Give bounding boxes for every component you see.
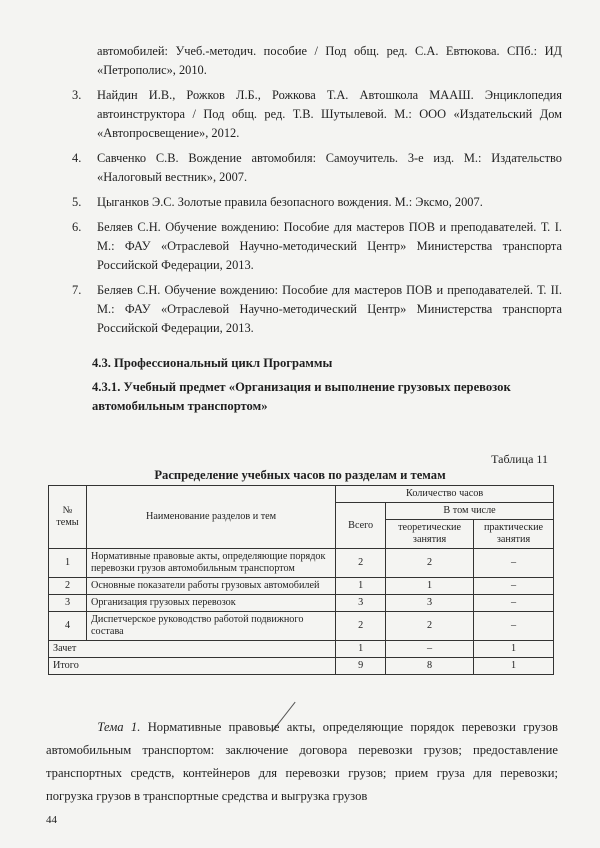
- table-title: Распределение учебных часов по разделам и темам: [154, 468, 446, 482]
- cell-theory: 8: [386, 658, 474, 675]
- table-row: [49, 549, 554, 578]
- cell-num: 2: [49, 578, 87, 595]
- reference-number: 5.: [72, 195, 82, 209]
- cell-total: 1: [336, 578, 386, 595]
- reference-text: автомобилей: Учеб.-методич. пособие / Под общ. ред. С.А. Евтюкова. СПб.: ИД «Петрополис», 2010.: [97, 44, 562, 77]
- topic-paragraph: [46, 716, 558, 808]
- cell-total: 1: [336, 641, 386, 658]
- cell-zachet-label: Зачет: [49, 641, 336, 658]
- cell-num: 4: [49, 612, 87, 641]
- reference-text: Беляев С.Н. Обучение вождению: Пособие для мастеров ПОВ и преподавателей. Т. I. М.: ФАУ «Отраслевой Научно-методический Центр» Министерства транспорта Российской Федерации, 2013.: [97, 220, 562, 272]
- cell-practice: 1: [474, 641, 554, 658]
- header-quantity: Количество часов: [336, 486, 554, 503]
- reference-item: [62, 193, 562, 212]
- topic-title: Тема 1.: [97, 720, 141, 734]
- topic-text: Нормативные правовые акты, определяющие порядок перевозки грузов автомобильным транспортом: заключение договора перевозки грузов; предоставление транспортных средств, контейнеров для перевозки грузов; прием груза для перевозки; погрузка грузов в транспортные средства и выгрузка грузов: [46, 720, 558, 803]
- header-including: В том числе: [386, 503, 554, 520]
- table-row: [49, 578, 554, 595]
- reference-number: 4.: [72, 151, 82, 165]
- cell-name: Организация грузовых перевозок: [86, 595, 335, 612]
- cell-total: 3: [336, 595, 386, 612]
- cell-practice: –: [474, 578, 554, 595]
- reference-item: [62, 86, 562, 143]
- cell-name: Диспетчерское руководство работой подвижного состава: [86, 612, 335, 641]
- cell-num: 3: [49, 595, 87, 612]
- reference-number: 6.: [72, 220, 82, 234]
- zachet-row: [49, 641, 554, 658]
- cell-itogo-label: Итого: [49, 658, 336, 675]
- table-row: [49, 595, 554, 612]
- cell-theory: –: [386, 641, 474, 658]
- cell-num: 1: [49, 549, 87, 578]
- cell-practice: –: [474, 549, 554, 578]
- cell-theory: 2: [386, 612, 474, 641]
- cell-total: 2: [336, 549, 386, 578]
- reference-item: [62, 281, 562, 338]
- hours-table: [48, 485, 554, 675]
- cell-name: Нормативные правовые акты, определяющие порядок перевозки грузов автомобильным транспортом: [86, 549, 335, 578]
- cell-total: 9: [336, 658, 386, 675]
- cell-practice: –: [474, 595, 554, 612]
- header-total: Всего: [336, 503, 386, 549]
- reference-item: [62, 42, 562, 80]
- header-theory: теоретические занятия: [386, 520, 474, 549]
- reference-item: [62, 218, 562, 275]
- table-row: [49, 612, 554, 641]
- header-practice: практические занятия: [474, 520, 554, 549]
- cell-total: 2: [336, 612, 386, 641]
- reference-list: [62, 42, 562, 344]
- table-header-row: [49, 486, 554, 503]
- cell-practice: 1: [474, 658, 554, 675]
- reference-text: Найдин И.В., Рожков Л.Б., Рожкова Т.А. Автошкола МААШ. Энциклопедия автоинструктора / Под общ. ред. Т.В. Шутылевой. М.: ООО «Издательский Дом «Автопросвещение», 2012.: [97, 88, 562, 140]
- page-number: 44: [46, 814, 57, 826]
- cell-practice: –: [474, 612, 554, 641]
- header-num: № темы: [49, 486, 87, 549]
- cell-theory: 3: [386, 595, 474, 612]
- itogo-row: [49, 658, 554, 675]
- reference-text: Савченко С.В. Вождение автомобиля: Самоучитель. 3-е изд. М.: Издательство «Налоговый вестник», 2007.: [97, 151, 562, 184]
- header-name: Наименование разделов и тем: [86, 486, 335, 549]
- reference-text: Беляев С.Н. Обучение вождению: Пособие для мастеров ПОВ и преподавателей. Т. II. М.: ФАУ «Отраслевой Научно-методический Центр» Министерства транспорта Российской Федерации, 2013.: [97, 283, 562, 335]
- reference-number: 7.: [72, 283, 82, 297]
- cell-name: Основные показатели работы грузовых автомобилей: [86, 578, 335, 595]
- reference-item: [62, 149, 562, 187]
- section-heading: 4.3. Профессиональный цикл Программы: [92, 356, 333, 370]
- table-label: Таблица 11: [491, 452, 548, 466]
- reference-text: Цыганков Э.С. Золотые правила безопасного вождения. М.: Эксмо, 2007.: [97, 195, 483, 209]
- cell-theory: 1: [386, 578, 474, 595]
- subsection-heading: 4.3.1. Учебный предмет «Организация и выполнение грузовых перевозок автомобильным транспортом»: [92, 380, 511, 413]
- cell-theory: 2: [386, 549, 474, 578]
- reference-number: 3.: [72, 88, 82, 102]
